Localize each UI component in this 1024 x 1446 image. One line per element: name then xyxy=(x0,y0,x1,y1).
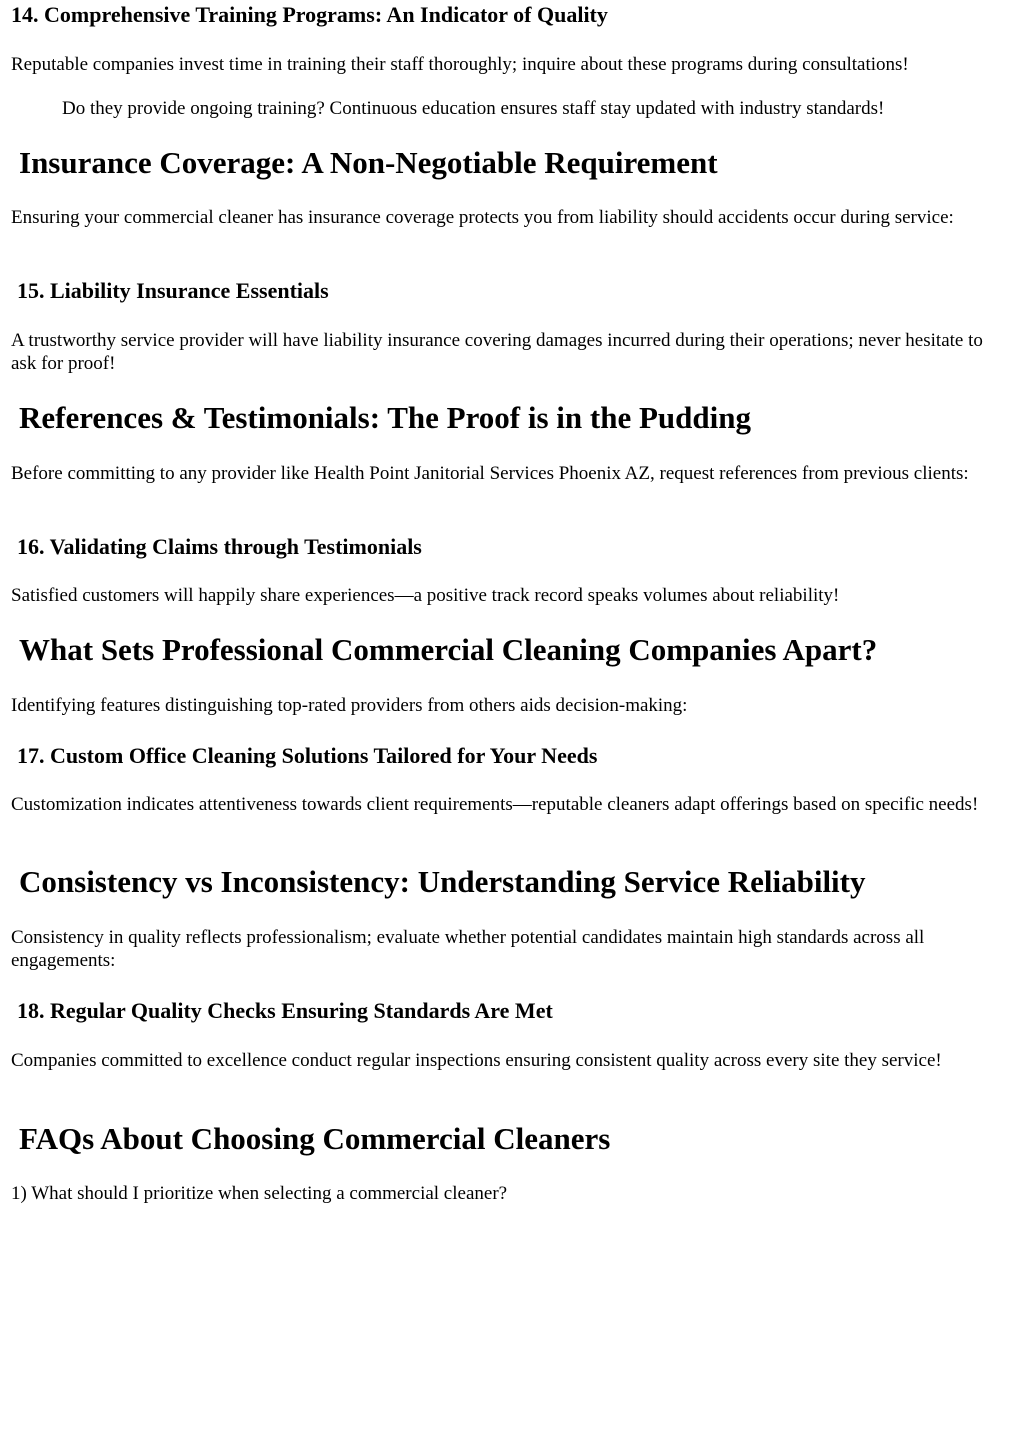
training-note: Do they provide ongoing training? Continuous education ensures staff stay updated with industry standards! xyxy=(62,98,885,119)
insurance-heading: Insurance Coverage: A Non-Negotiable Requirement xyxy=(19,145,718,180)
insurance-paragraph: Ensuring your commercial cleaner has insurance coverage protects you from liability should accidents occur during service: xyxy=(11,207,954,228)
consistency-paragraph: Consistency in quality reflects professionalism; evaluate whether potential candidates maintain high standards across all engagements: xyxy=(11,927,925,971)
training-paragraph: Reputable companies invest time in training their staff thoroughly; inquire about these programs during consultations! xyxy=(11,54,909,75)
quality-checks-paragraph: Companies committed to excellence conduct regular inspections ensuring consistent quality across every site they service! xyxy=(11,1050,942,1071)
quality-checks-subheading: 18. Regular Quality Checks Ensuring Standards Are Met xyxy=(17,998,553,1023)
liability-paragraph: A trustworthy service provider will have liability insurance covering damages incurred during their operations; never hesitate to ask for proof! xyxy=(11,330,983,374)
faq-question-1: 1) What should I prioritize when selecting a commercial cleaner? xyxy=(11,1183,508,1204)
references-heading: References & Testimonials: The Proof is in the Pudding xyxy=(19,400,751,435)
professional-paragraph: Identifying features distinguishing top-rated providers from others aids decision-making: xyxy=(11,695,688,716)
consistency-heading: Consistency vs Inconsistency: Understanding Service Reliability xyxy=(19,864,866,899)
faqs-heading: FAQs About Choosing Commercial Cleaners xyxy=(19,1121,611,1156)
testimonials-paragraph: Satisfied customers will happily share experiences—a positive track record speaks volumes about reliability! xyxy=(11,585,840,606)
references-paragraph: Before committing to any provider like Health Point Janitorial Services Phoenix AZ, request references from previous clients: xyxy=(11,463,969,484)
custom-cleaning-subheading: 17. Custom Office Cleaning Solutions Tailored for Your Needs xyxy=(17,743,598,768)
custom-cleaning-paragraph: Customization indicates attentiveness towards client requirements—reputable cleaners adapt offerings based on specific needs! xyxy=(11,794,979,815)
liability-subheading: 15. Liability Insurance Essentials xyxy=(17,278,329,303)
professional-heading: What Sets Professional Commercial Cleaning Companies Apart? xyxy=(19,632,878,667)
testimonials-subheading: 16. Validating Claims through Testimonials xyxy=(17,534,422,559)
training-heading: 14. Comprehensive Training Programs: An Indicator of Quality xyxy=(11,2,608,27)
